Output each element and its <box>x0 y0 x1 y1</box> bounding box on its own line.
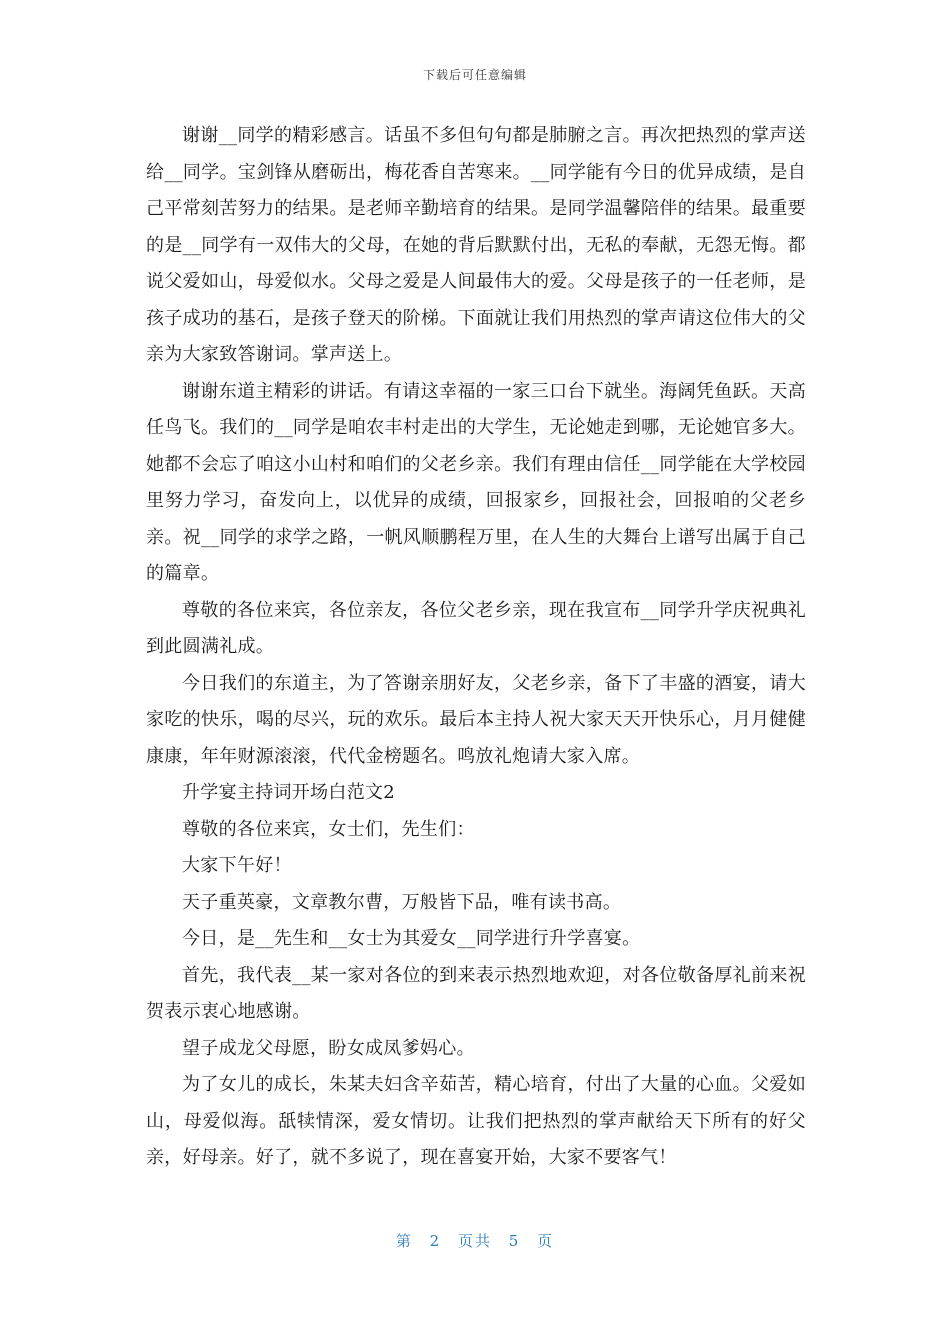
paragraph: 望子成龙父母愿，盼女成凤爹妈心。 <box>182 1037 475 1059</box>
paragraph: 谢谢东道主精彩的讲话。有请这幸福的一家三口台下就坐。海阔凭鱼跃。天高任鸟飞。我们的__同学是咱农丰村走出的大学生，无论她走到哪，无论她官多大。她都不会忘了咱这小山村和咱们的父老乡亲。我们有理由信任__同学能在大学校园里努力学习，奋发向上，以优异的成绩，回报家乡，回报社会，回报咱的父老乡亲。祝__同学的求学之路，一帆风顺鹏程万里，在人生的大舞台上谱写出属于自己的篇章。 <box>146 380 806 584</box>
paragraph: 天子重英豪，文章教尔曹，万般皆下品，唯有读书高。 <box>182 891 622 913</box>
paragraph: 今日我们的东道主，为了答谢亲朋好友，父老乡亲，备下了丰盛的酒宴，请大家吃的快乐，喝的尽兴，玩的欢乐。最后本主持人祝大家天天开快乐心，月月健健康康，年年财源滚滚，代代金榜题名。鸣放礼炮请大家入席。 <box>146 672 806 767</box>
document-body <box>146 118 806 1177</box>
paragraph: 为了女儿的成长，朱某夫妇含辛茹苦，精心培育，付出了大量的心血。父爱如山，母爱似海。舐犊情深，爱女情切。让我们把热烈的掌声献给天下所有的好父亲，好母亲。好了，就不多说了，现在喜宴开始，大家不要客气！ <box>146 1074 806 1168</box>
paragraph: 大家下午好！ <box>182 855 292 876</box>
paragraph: 今日，是__先生和__女士为其爱女__同学进行升学喜宴。 <box>182 928 641 949</box>
section-heading: 升学宴主持词开场白范文2 <box>182 782 396 803</box>
page-number-footer: 第 2 页共 5 页 <box>395 1232 555 1250</box>
page-header-note: 下载后可任意编辑 <box>422 68 527 82</box>
paragraph: 谢谢__同学的精彩感言。话虽不多但句句都是肺腑之言。再次把热烈的掌声送给__同学。宝剑锋从磨砺出，梅花香自苦寒来。__同学能有今日的优异成绩，是自己平常刻苦努力的结果。是老师辛勤培育的结果。是同学温馨陪伴的结果。最重要的是__同学有一双伟大的父母，在她的背后默默付出，无私的奉献，无怨无悔。都说父爱如山，母爱似水。父母之爱是人间最伟大的爱。父母是孩子的一任老师，是孩子成功的基石，是孩子登天的阶梯。下面就让我们用热烈的掌声请这位伟大的父亲为大家致答谢词。掌声送上。 <box>146 125 806 365</box>
paragraph: 尊敬的各位来宾，女士们，先生们： <box>182 818 475 840</box>
paragraph: 首先，我代表__某一家对各位的到来表示热烈地欢迎，对各位敬备厚礼前来祝贺表示衷心地感谢。 <box>146 964 806 1022</box>
paragraph: 尊敬的各位来宾，各位亲友，各位父老乡亲，现在我宣布__同学升学庆祝典礼到此圆满礼成。 <box>146 599 806 657</box>
